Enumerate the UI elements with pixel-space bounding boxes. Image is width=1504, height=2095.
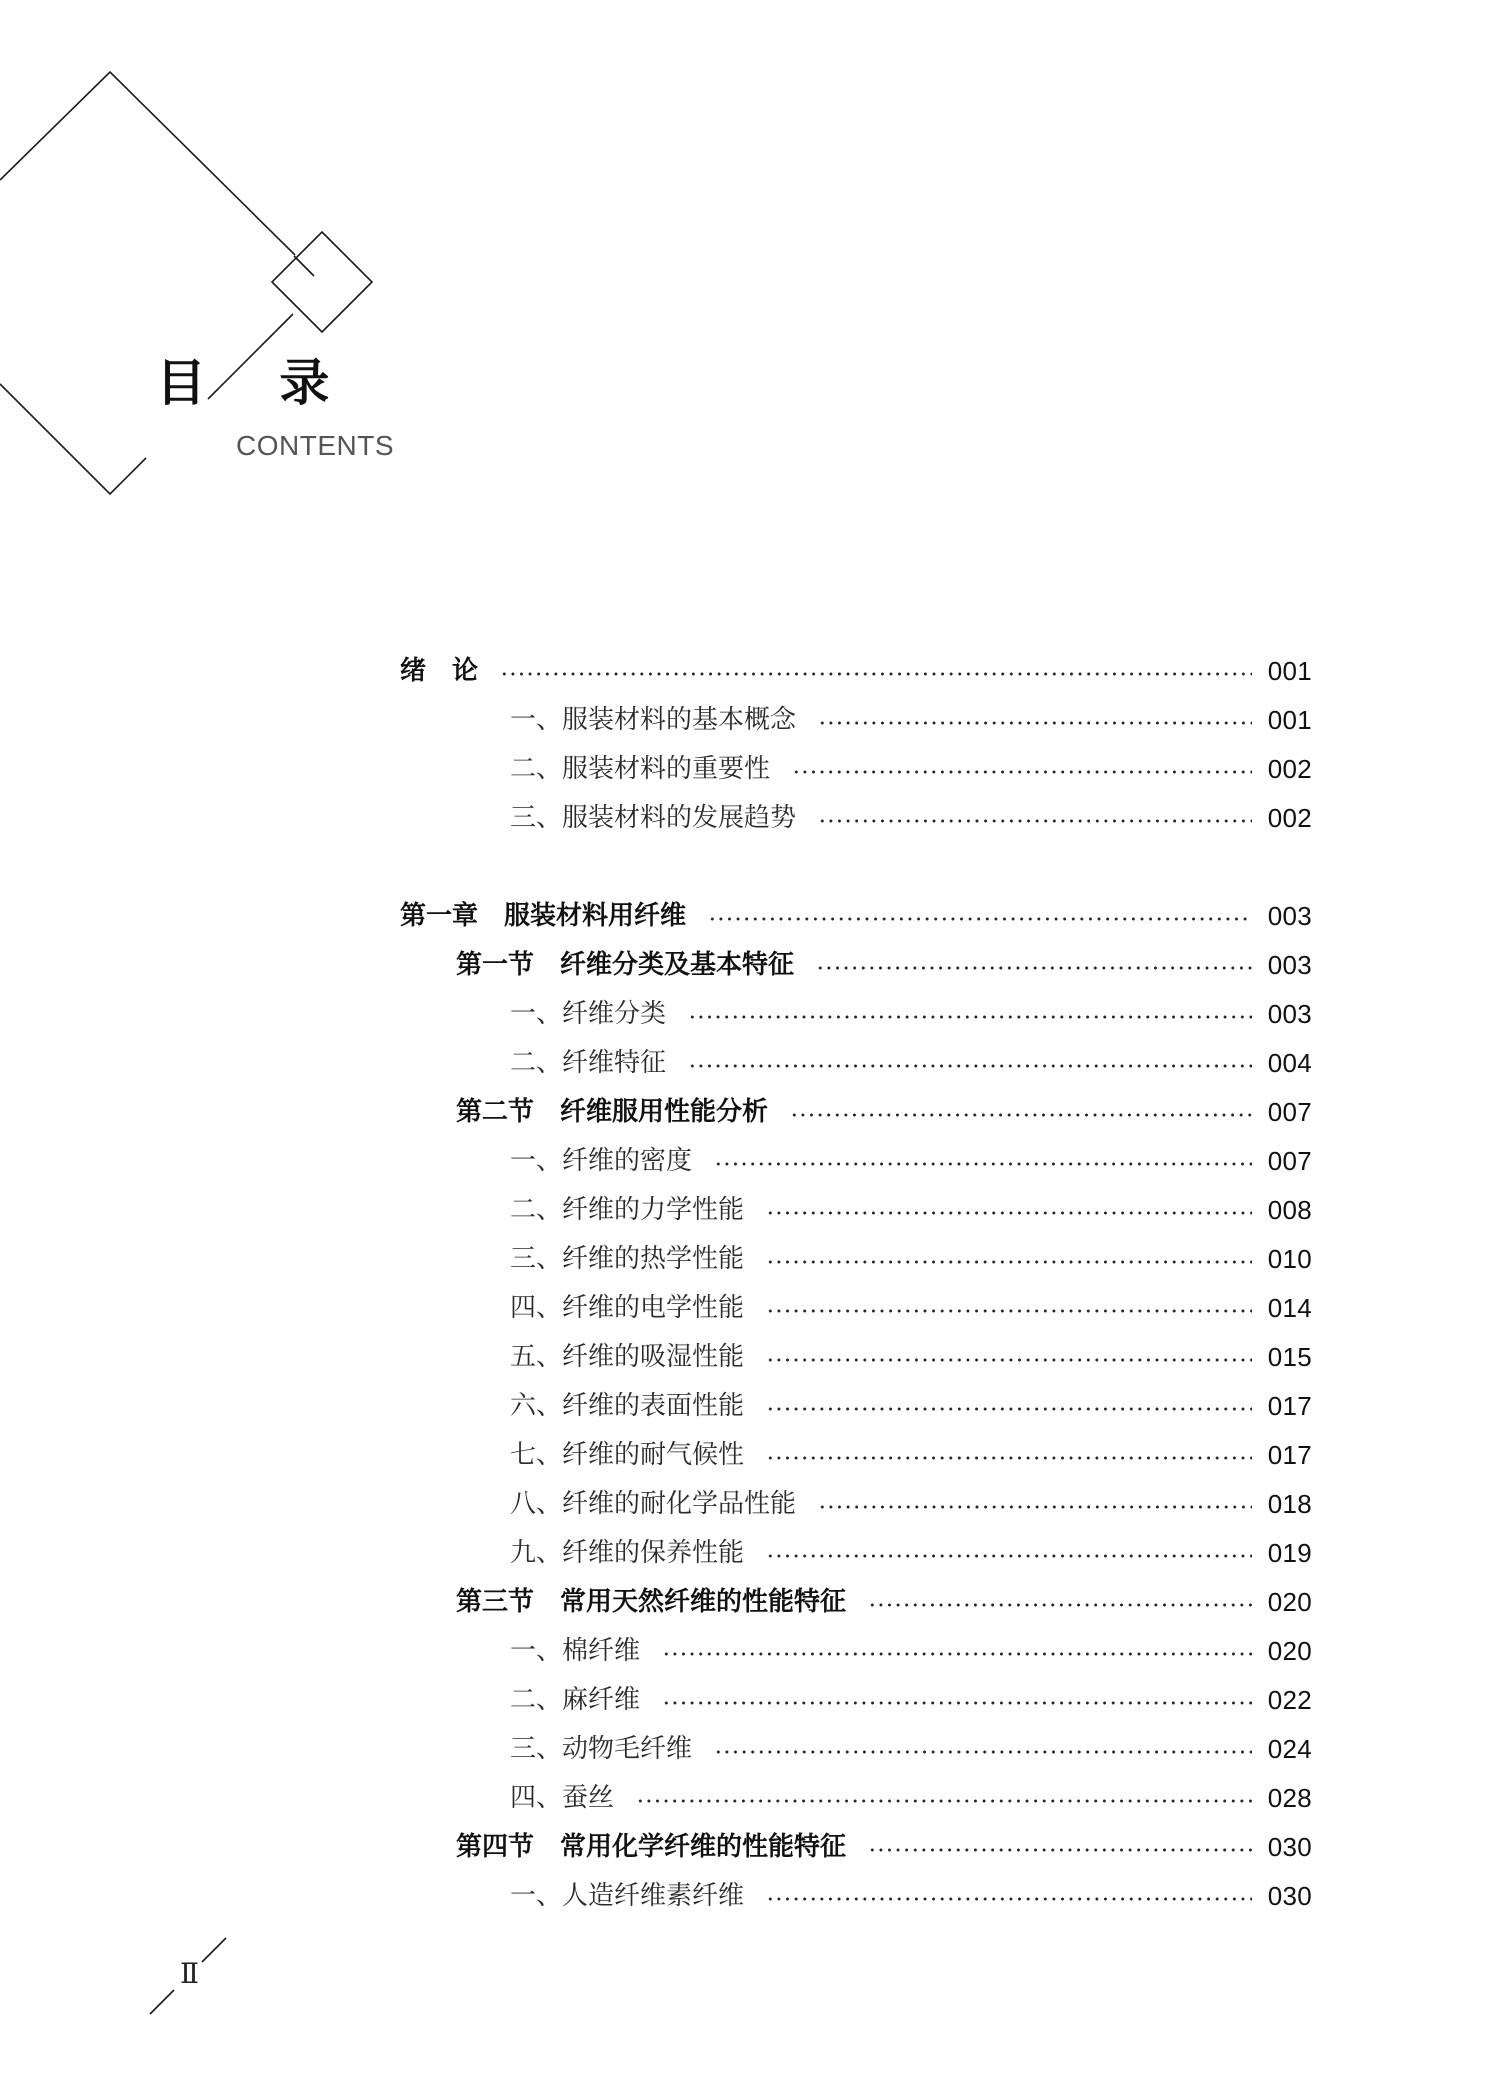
large-diamond-link-line [294,256,314,276]
toc-dot-leader [868,1601,1252,1609]
toc-entry-label: 一、人造纤维素纤维 [510,1880,745,1911]
toc-entry-page-number: 030 [1267,1831,1312,1862]
toc-entry-page-number: 003 [1267,998,1312,1029]
toc-subsection-entry[interactable] [400,1528,1312,1577]
toc-dot-leader [708,915,1252,923]
toc-dot-leader [500,670,1252,678]
toc-entry-page-number: 017 [1267,1439,1312,1470]
toc-subsection-entry[interactable] [400,793,1312,842]
page-number: Ⅱ [180,1957,200,1990]
toc-subsection-entry[interactable] [400,1724,1312,1773]
toc-dot-leader [662,1650,1252,1658]
toc-entry-label: 第二节 纤维服用性能分析 [456,1096,769,1127]
toc-entry-page-number: 002 [1267,753,1312,784]
toc-entry-page-number: 010 [1267,1243,1312,1274]
toc-subsection-entry[interactable] [400,1381,1312,1430]
toc-entry-page-number: 028 [1267,1782,1312,1813]
toc-section-entry[interactable] [400,1087,1312,1136]
page-subtitle: CONTENTS [236,430,394,461]
toc-entry-page-number: 017 [1267,1390,1312,1421]
toc-dot-leader [766,1209,1252,1217]
toc-entry-label: 四、蚕丝 [510,1782,615,1813]
toc-dot-leader [688,1062,1252,1070]
toc-entry-page-number: 007 [1267,1145,1312,1176]
toc-section-entry[interactable] [400,1822,1312,1871]
toc-entry-label: 二、麻纤维 [510,1684,641,1715]
toc-entry-page-number: 003 [1267,900,1312,931]
toc-entry-page-number: 020 [1267,1586,1312,1617]
toc-entry-label: 七、纤维的耐气候性 [510,1439,745,1470]
toc-entry-label: 绪 论 [400,655,479,686]
large-diamond-upper-edge [0,72,295,255]
toc-entry-label: 第一章 服装材料用纤维 [400,900,687,931]
toc-dot-leader [790,1111,1252,1119]
toc-subsection-entry[interactable] [400,1185,1312,1234]
toc-entry-label: 六、纤维的表面性能 [510,1390,745,1421]
toc-dot-leader [766,1454,1252,1462]
toc-subsection-entry[interactable] [400,1038,1312,1087]
toc-dot-leader [766,1258,1252,1266]
toc-entry-page-number: 018 [1267,1488,1312,1519]
toc-subsection-entry[interactable] [400,1479,1312,1528]
toc-dot-leader [714,1748,1252,1756]
toc-entry-page-number: 030 [1267,1880,1312,1911]
large-diamond-lower-left-edge [0,384,146,494]
toc-dot-leader [792,768,1252,776]
toc-entry-label: 一、纤维分类 [510,998,667,1029]
toc-entry-page-number: 001 [1267,655,1312,686]
toc-entry-page-number: 004 [1267,1047,1312,1078]
toc-entry-page-number: 002 [1267,802,1312,833]
toc-entry-label: 四、纤维的电学性能 [510,1292,745,1323]
toc-subsection-entry[interactable] [400,1136,1312,1185]
toc-subsection-entry[interactable] [400,1234,1312,1283]
toc-entry-label: 一、棉纤维 [510,1635,641,1666]
toc-subsection-entry[interactable] [400,1430,1312,1479]
footer-slash-upper [202,1938,226,1962]
toc-entry-label: 一、服装材料的基本概念 [510,704,797,735]
toc-entry-page-number: 015 [1267,1341,1312,1372]
toc-subsection-entry[interactable] [400,695,1312,744]
table-of-contents [400,646,1312,1920]
toc-entry-label: 二、纤维的力学性能 [510,1194,745,1225]
toc-entry-label: 三、服装材料的发展趋势 [510,802,797,833]
toc-dot-leader [766,1405,1252,1413]
toc-chapter-entry[interactable] [400,646,1312,695]
toc-dot-leader [766,1552,1252,1560]
page-title: 目 录 [156,354,358,412]
toc-dot-leader [766,1895,1252,1903]
toc-subsection-entry[interactable] [400,1773,1312,1822]
toc-entry-label: 八、纤维的耐化学品性能 [510,1488,797,1519]
toc-entry-page-number: 007 [1267,1096,1312,1127]
toc-dot-leader [868,1846,1252,1854]
toc-dot-leader [688,1013,1252,1021]
toc-entry-label: 第一节 纤维分类及基本特征 [456,949,795,980]
toc-dot-leader [818,817,1252,825]
toc-dot-leader [816,964,1252,972]
toc-entry-page-number: 001 [1267,704,1312,735]
toc-dot-leader [766,1307,1252,1315]
toc-dot-leader [714,1160,1252,1168]
toc-section-entry[interactable] [400,1577,1312,1626]
toc-subsection-entry[interactable] [400,1283,1312,1332]
toc-entry-page-number: 024 [1267,1733,1312,1764]
toc-dot-leader [766,1356,1252,1364]
toc-subsection-entry[interactable] [400,1332,1312,1381]
toc-subsection-entry[interactable] [400,744,1312,793]
toc-subsection-entry[interactable] [400,1675,1312,1724]
toc-dot-leader [818,719,1252,727]
toc-subsection-entry[interactable] [400,989,1312,1038]
toc-entry-label: 一、纤维的密度 [510,1145,693,1176]
toc-subsection-entry[interactable] [400,1626,1312,1675]
toc-section-entry[interactable] [400,940,1312,989]
toc-chapter-entry[interactable] [400,891,1312,940]
footer-slash-lower [150,1990,174,2014]
toc-entry-page-number: 003 [1267,949,1312,980]
toc-entry-label: 九、纤维的保养性能 [510,1537,745,1568]
toc-entry-label: 二、服装材料的重要性 [510,753,771,784]
toc-entry-page-number: 008 [1267,1194,1312,1225]
toc-entry-label: 二、纤维特征 [510,1047,667,1078]
toc-dot-leader [636,1797,1252,1805]
toc-entry-page-number: 019 [1267,1537,1312,1568]
toc-dot-leader [818,1503,1252,1511]
toc-subsection-entry[interactable] [400,1871,1312,1920]
toc-entry-page-number: 014 [1267,1292,1312,1323]
toc-entry-page-number: 020 [1267,1635,1312,1666]
toc-dot-leader [662,1699,1252,1707]
toc-entry-label: 第三节 常用天然纤维的性能特征 [456,1586,847,1617]
toc-entry-page-number: 022 [1267,1684,1312,1715]
toc-entry-label: 第四节 常用化学纤维的性能特征 [456,1831,847,1862]
toc-entry-label: 三、动物毛纤维 [510,1733,693,1764]
toc-entry-label: 五、纤维的吸湿性能 [510,1341,745,1372]
toc-entry-label: 三、纤维的热学性能 [510,1243,745,1274]
